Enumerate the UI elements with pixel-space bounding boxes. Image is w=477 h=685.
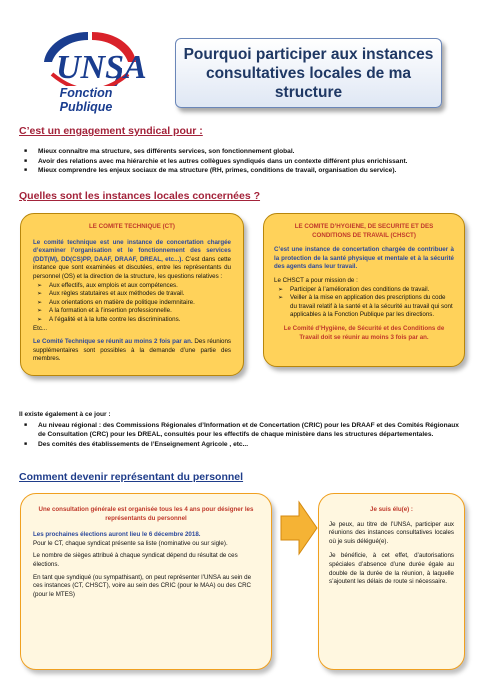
section-representative-heading: Comment devenir représentant du personnel xyxy=(19,471,244,483)
list-item: ■ Mieux connaître ma structure, ses différents services, son fonctionnement global. xyxy=(19,147,464,157)
also-list xyxy=(19,421,464,450)
elected-p1: Je peux, au titre de l’UNSA, participer aux réunions des instances consultatives locales où je suis délégué(e). xyxy=(329,520,454,545)
list-item: ■ Des comités des établissements de l’Enseignement Agricole , etc... xyxy=(19,440,464,450)
page-title-box xyxy=(175,38,442,108)
list-item: ■ Avoir des relations avec ma hiérarchie et les autres collègues syndiqués dans un contexte différent plus enrichissant. xyxy=(19,157,464,167)
chsct-list xyxy=(274,286,454,320)
list-item: ➢ Veiller à la mise en application des prescriptions du code du travail relatif à la santé et à la sécurité au travail qui sont applicables à la Fonction Publique par les directions. xyxy=(274,294,454,320)
chsct-title-line-1: LE COMITE D’HYGIENE, DE SECURITE ET DES xyxy=(294,223,434,230)
chsct-title xyxy=(274,223,454,240)
chsct-title-line-2: CONDITIONS DE TRAVAIL (CHSCT) xyxy=(312,231,416,239)
logo-caption: Fonction Publique xyxy=(32,86,140,102)
election-p1: Pour le CT, chaque syndicat présente sa liste (nominative ou sur sigle). xyxy=(33,539,228,547)
ct-title: LE COMITE TECHNIQUE (CT) xyxy=(89,223,175,230)
ct-intro-black: C’est dans cette instance que sont examinées et discutées, entre les représentants du personnel (OS) et la direction de la structure, les questions relatives : xyxy=(33,255,231,280)
elected-box xyxy=(318,493,465,670)
logo-text: UNSA xyxy=(56,49,147,86)
list-item: ➢ A la formation et à l’insertion professionnelle. xyxy=(33,307,231,316)
ct-footer-blue: Le Comité Technique se réunit au moins 2 fois par an. xyxy=(33,338,193,346)
elected-head: Je suis élu(e) : xyxy=(370,506,413,513)
election-head: Une consultation générale est organisée tous les 4 ans pour désigner les représentants du personnel xyxy=(38,506,254,522)
section-engagement-heading: C’est un engagement syndical pour : xyxy=(19,125,203,137)
list-item: ➢ A l’égalité et à la lutte contre les discriminations. xyxy=(33,316,231,325)
ct-list xyxy=(33,282,231,325)
title-line-1: Pourquoi participer aux instances xyxy=(183,45,434,63)
ct-intro-blue: Le comité technique est une instance de concertation chargée d’examiner l’organisation et le fonctionnement des services (DDT(M), DD(CS)PP, DAAF, DRAAF, DREAL, etc...). xyxy=(33,238,231,263)
election-box xyxy=(20,493,272,670)
election-p2: Le nombre de sièges attribué à chaque syndicat dépend du résultat de ces élections. xyxy=(33,552,238,568)
election-date: Les prochaines élections auront lieu le 6 décembre 2018. xyxy=(33,531,201,539)
list-item: ➢ Aux effectifs, aux emplois et aux compétences. xyxy=(33,282,231,291)
page-title xyxy=(176,45,441,102)
list-item: ➢ Participer à l’amélioration des conditions de travail. xyxy=(274,286,454,295)
unsa-logo xyxy=(30,28,150,114)
chsct-panel xyxy=(263,213,465,367)
also-intro: Il existe également à ce jour : xyxy=(19,411,111,418)
election-p3: En tant que syndiqué (ou sympathisant), on peut représenter l’UNSA au sein de ces instances (CT, CHSCT), voire au sein des CRIC (pour le MAA) ou des CRC (pour le MTES) xyxy=(33,573,252,598)
also-block xyxy=(19,410,464,449)
chsct-footer: Le Comité d’Hygiène, de Sécurité et des Conditions de Travail doit se réunir au moins 3 fois par an. xyxy=(283,324,445,341)
title-line-2: consultatives locales de ma structure xyxy=(205,64,412,101)
ct-panel xyxy=(20,213,244,376)
ct-intro xyxy=(33,239,231,282)
elected-p2: Je bénéficie, à cet effet, d’autorisations spéciales d’absence d’une durée égale au double de la durée de la réunion, à laquelle s’ajoutent les délais de route si nécessaire. xyxy=(329,552,454,586)
list-item: ➢ Aux orientations en matière de politique indemnitaire. xyxy=(33,299,231,308)
chsct-mission: Le CHSCT a pour mission de : xyxy=(274,276,358,284)
list-item: ■ Au niveau régional : des Commissions Régionales d’Information et de Concertation (CRIC) pour les DRAAF et des Comités Régionaux de Consultation (CRC) pour les DREAL, consultés pour les effectifs de chaque ministère dans les structures départementales. xyxy=(19,421,464,440)
engagement-list xyxy=(19,147,464,176)
arrow-right-icon xyxy=(279,498,319,558)
section-instances-heading: Quelles sont les instances locales concernées ? xyxy=(19,190,261,202)
list-item: ➢ Aux règles statutaires et aux méthodes de travail. xyxy=(33,290,231,299)
list-item: ■ Mieux comprendre les enjeux sociaux de ma structure (RH, primes, conditions de travail, organisation du service). xyxy=(19,166,464,176)
ct-footer xyxy=(33,338,231,364)
chsct-intro: C’est une instance de concertation chargée de contribuer à la protection de la santé physique et mentale et à la sécurité des agents dans leur travail. xyxy=(274,246,454,271)
ct-etc: Etc... xyxy=(33,324,48,332)
ct-footer-black: Des réunions supplémentaires sont possibles à la demande d’une partie des membres. xyxy=(33,338,231,363)
